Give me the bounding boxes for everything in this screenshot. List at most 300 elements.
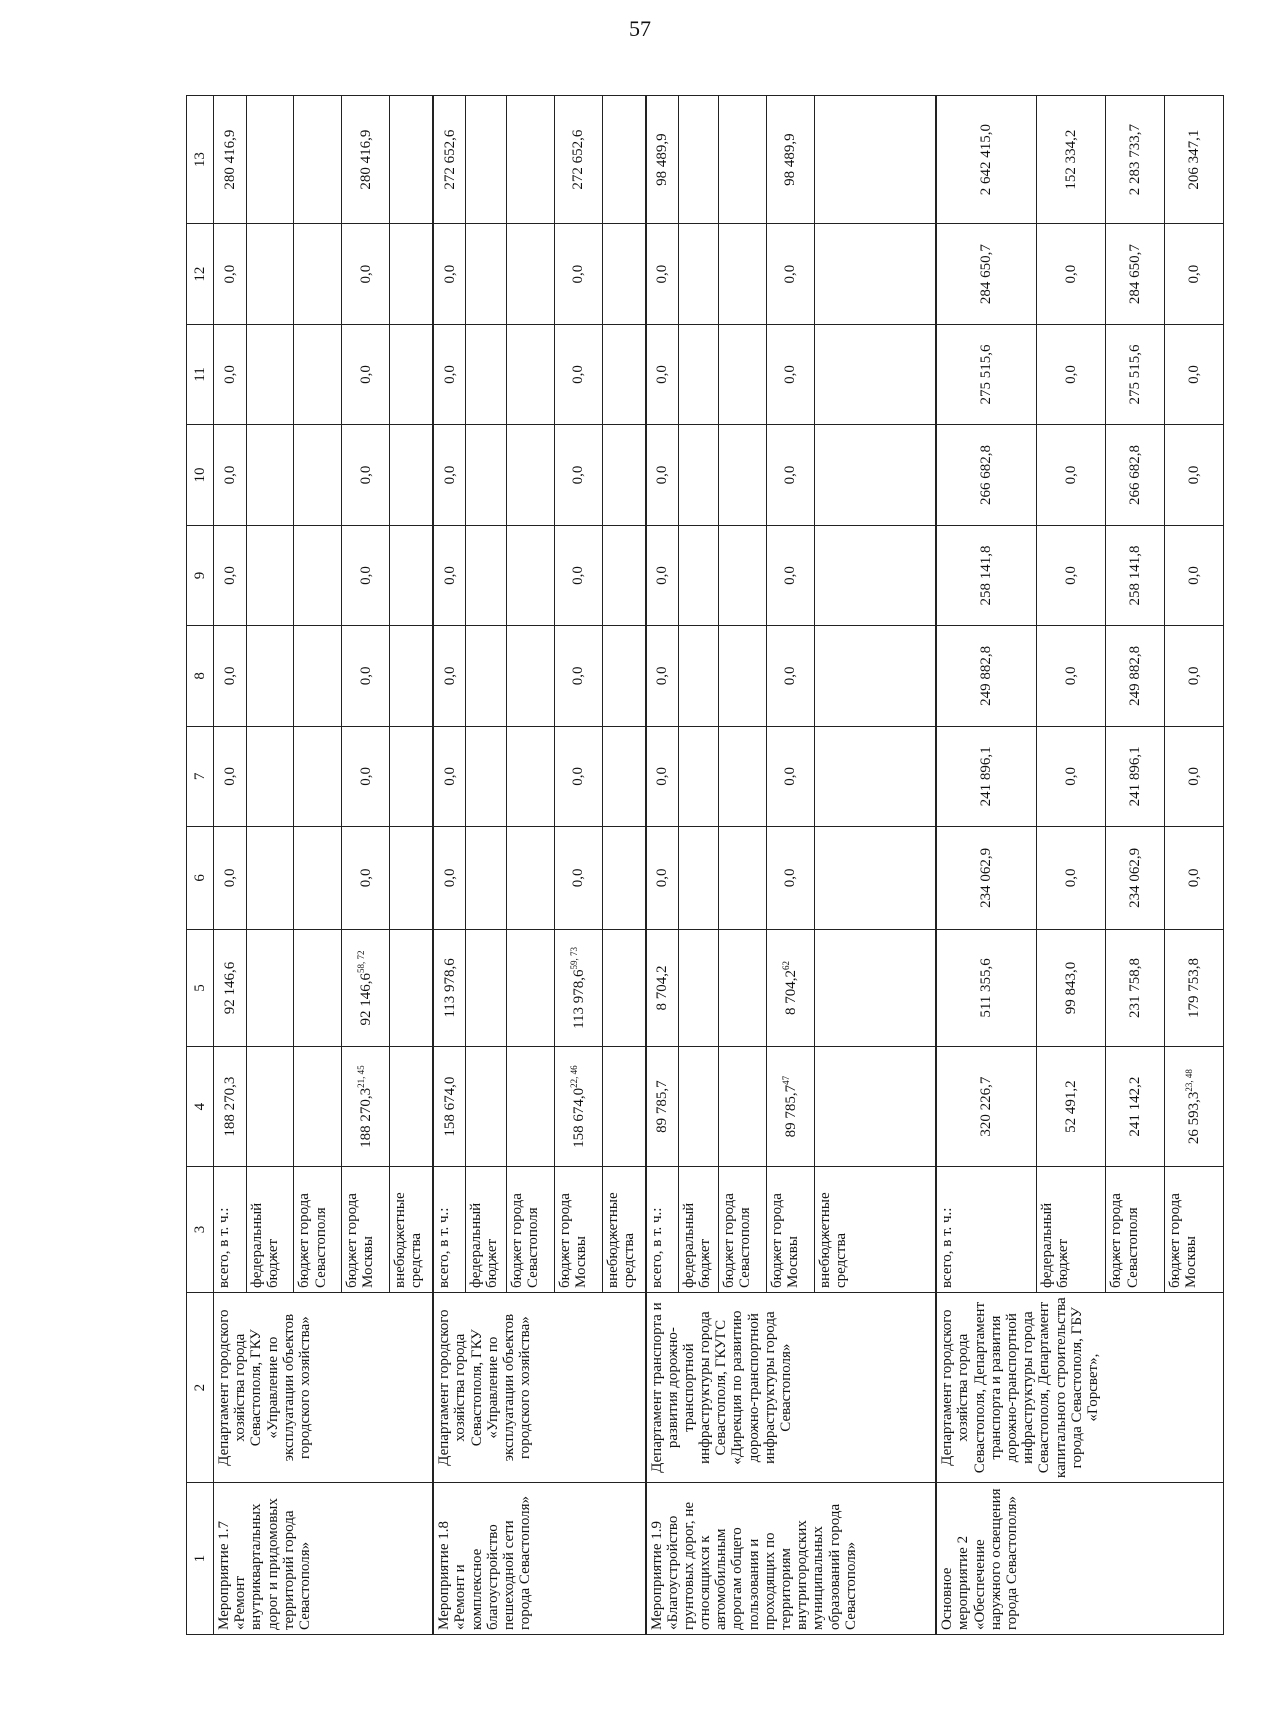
value-text: 0,0 xyxy=(221,666,238,686)
measure-name-cell: Мероприятие 1.9 «Благоустройство грунтовых дорог, не относящихся к автомобильным дорогам общего пользования и проходящих по территориям внутригородских муниципальных образований города Севастополя» xyxy=(646,1483,937,1635)
funding-source-cell: внебюджетные средства xyxy=(390,1166,433,1292)
value-cell xyxy=(466,626,507,726)
col-header-4: 4 xyxy=(187,1047,214,1167)
value-cell xyxy=(214,626,247,726)
value-cell xyxy=(767,324,815,424)
value-text: 0,0 xyxy=(654,365,670,384)
value-cell xyxy=(1036,224,1106,324)
value-cell xyxy=(214,726,247,826)
col-header-11: 11 xyxy=(187,324,214,424)
value-cell xyxy=(246,525,294,625)
value-text: 0,0 xyxy=(441,566,458,585)
value-cell xyxy=(602,827,645,930)
value-cell xyxy=(602,425,645,525)
value-cell xyxy=(646,827,679,930)
value-text: 0,0 xyxy=(441,766,458,786)
value-text: 266 682,8 xyxy=(1127,444,1144,505)
value-cell xyxy=(1036,324,1106,424)
value-cell xyxy=(294,324,342,424)
value-text: 511 355,6 xyxy=(978,958,995,1018)
value-cell xyxy=(246,726,294,826)
value-text: 249 882,8 xyxy=(1127,645,1144,706)
funding-source-cell: бюджет города Севастополя xyxy=(1106,1166,1165,1292)
value-cell xyxy=(936,525,1036,625)
value-text: 8 704,2 xyxy=(782,969,799,1015)
value-text: 0,0 xyxy=(1063,264,1080,284)
value-text: 0,0 xyxy=(357,264,374,284)
value-cell xyxy=(214,96,247,224)
value-cell xyxy=(433,827,466,930)
value-cell xyxy=(554,224,602,324)
value-cell xyxy=(767,525,815,625)
col-header-6: 6 xyxy=(187,827,214,930)
measure-name-cell: Мероприятие 1.8 «Ремонт и комплексное благоустройство пешеходной сети города Севастополя» xyxy=(433,1483,645,1635)
value-cell xyxy=(936,224,1036,324)
value-cell xyxy=(246,626,294,726)
value-cell xyxy=(342,726,390,826)
funding-source-cell: федеральный бюджет xyxy=(678,1166,719,1292)
value-cell xyxy=(506,1047,554,1167)
value-cell xyxy=(214,525,247,625)
executor-cell: Департамент транспорта и развития дорожно-транспортной инфраструктуры города Севастополя, ГКУГС «Дирекция по развитию дорожно-транспортной инфраструктуры города Севастополя» xyxy=(646,1293,937,1483)
value-cell xyxy=(554,1047,602,1167)
value-cell xyxy=(1165,827,1224,930)
value-cell xyxy=(214,224,247,324)
value-cell xyxy=(294,726,342,826)
funding-source-cell: федеральный бюджет xyxy=(246,1166,294,1292)
table-row xyxy=(214,96,247,1635)
funding-source-cell: бюджет города Москвы xyxy=(1165,1166,1224,1292)
value-cell xyxy=(936,827,1036,930)
value-cell xyxy=(246,1047,294,1167)
value-cell xyxy=(719,1047,767,1167)
value-text: 272 652,6 xyxy=(441,129,458,190)
value-text: 188 270,3 xyxy=(358,1087,375,1148)
value-text: 0,0 xyxy=(570,264,587,284)
value-text: 0,0 xyxy=(1063,766,1080,786)
value-text: 0,0 xyxy=(357,566,374,585)
value-text: 0,0 xyxy=(654,465,670,485)
value-cell xyxy=(1036,525,1106,625)
value-cell xyxy=(554,425,602,525)
value-cell xyxy=(294,827,342,930)
value-cell xyxy=(678,1047,719,1167)
value-text: 0,0 xyxy=(221,465,238,485)
value-cell xyxy=(1165,324,1224,424)
value-text: 158 674,0 xyxy=(441,1076,458,1137)
value-cell xyxy=(936,425,1036,525)
value-cell xyxy=(342,224,390,324)
column-header-row xyxy=(187,96,214,1635)
value-text: 258 141,8 xyxy=(1127,545,1144,606)
value-text: 206 347,1 xyxy=(1185,129,1202,190)
value-cell xyxy=(433,224,466,324)
value-cell xyxy=(719,827,767,930)
col-header-12: 12 xyxy=(187,224,214,324)
value-text: 284 650,7 xyxy=(978,244,995,305)
value-text: 0,0 xyxy=(570,868,587,888)
value-text: 0,0 xyxy=(782,868,799,888)
value-text: 241 896,1 xyxy=(978,746,995,807)
value-cell xyxy=(678,827,719,930)
value-text: 0,0 xyxy=(570,666,587,686)
value-cell xyxy=(554,96,602,224)
value-cell xyxy=(1106,324,1165,424)
value-cell xyxy=(1106,929,1165,1047)
value-text: 0,0 xyxy=(654,868,670,888)
value-cell xyxy=(390,726,433,826)
value-text: 0,0 xyxy=(357,766,374,786)
value-text: 0,0 xyxy=(221,566,238,585)
value-cell xyxy=(390,224,433,324)
funding-source-cell: всего, в т. ч.: xyxy=(433,1166,466,1292)
value-cell xyxy=(506,425,554,525)
value-cell xyxy=(214,425,247,525)
value-text: 249 882,8 xyxy=(978,645,995,706)
col-header-2: 2 xyxy=(187,1293,214,1483)
value-text: 0,0 xyxy=(782,365,799,384)
value-cell xyxy=(719,626,767,726)
funding-source-cell: бюджет города Москвы xyxy=(767,1166,815,1292)
value-cell xyxy=(433,425,466,525)
value-text: 0,0 xyxy=(782,566,799,585)
value-cell xyxy=(767,1047,815,1167)
value-cell xyxy=(466,827,507,930)
value-cell xyxy=(554,525,602,625)
value-text: 0,0 xyxy=(570,566,587,585)
value-text: 2 283 733,7 xyxy=(1127,124,1144,196)
value-cell xyxy=(554,626,602,726)
value-cell xyxy=(767,224,815,324)
value-cell xyxy=(466,726,507,826)
value-cell xyxy=(1036,827,1106,930)
value-cell xyxy=(678,525,719,625)
value-cell xyxy=(1106,96,1165,224)
value-cell xyxy=(1165,726,1224,826)
value-cell xyxy=(342,1047,390,1167)
value-cell xyxy=(646,324,679,424)
budget-table xyxy=(186,95,1224,1635)
value-text: 0,0 xyxy=(654,264,670,284)
executor-cell: Департамент городского хозяйства города Севастополя, ГКУ «Управление по эксплуатации объектов городского хозяйства» xyxy=(214,1293,434,1483)
value-cell xyxy=(390,96,433,224)
value-cell xyxy=(602,1047,645,1167)
value-cell xyxy=(936,726,1036,826)
value-cell xyxy=(246,827,294,930)
value-cell xyxy=(814,324,936,424)
value-cell xyxy=(390,425,433,525)
executor-cell: Департамент городского хозяйства города Севастополя, ГКУ «Управление по эксплуатации объектов городского хозяйства» xyxy=(433,1293,645,1483)
value-text: 92 146,6 xyxy=(221,961,238,1015)
value-text: 0,0 xyxy=(221,365,238,384)
footnote-reference: 23, 48 xyxy=(1184,1069,1195,1092)
funding-source-cell: федеральный бюджет xyxy=(466,1166,507,1292)
value-text: 0,0 xyxy=(570,465,587,485)
value-cell xyxy=(1106,224,1165,324)
funding-source-cell: бюджет города Севастополя xyxy=(719,1166,767,1292)
value-cell xyxy=(602,324,645,424)
value-text: 0,0 xyxy=(357,868,374,888)
value-text: 158 674,0 xyxy=(570,1087,587,1148)
value-cell xyxy=(719,324,767,424)
value-cell xyxy=(554,726,602,826)
funding-source-cell: всего, в т. ч.: xyxy=(646,1166,679,1292)
value-cell xyxy=(433,525,466,625)
value-cell xyxy=(294,525,342,625)
value-cell xyxy=(1036,96,1106,224)
value-text: 98 489,9 xyxy=(782,133,799,186)
col-header-7: 7 xyxy=(187,726,214,826)
value-text: 0,0 xyxy=(441,365,458,384)
value-cell xyxy=(1106,827,1165,930)
value-cell xyxy=(678,96,719,224)
footnote-reference: 62 xyxy=(780,960,791,970)
value-cell xyxy=(433,626,466,726)
footnote-reference: 47 xyxy=(780,1075,791,1085)
value-cell xyxy=(814,425,936,525)
col-header-8: 8 xyxy=(187,626,214,726)
page-number: 57 xyxy=(629,16,651,41)
value-cell xyxy=(390,827,433,930)
value-cell xyxy=(390,626,433,726)
value-text: 284 650,7 xyxy=(1127,244,1144,305)
value-cell xyxy=(678,929,719,1047)
value-text: 113 978,6 xyxy=(570,969,587,1029)
value-text: 113 978,6 xyxy=(441,958,458,1018)
value-text: 0,0 xyxy=(1063,666,1080,686)
value-cell xyxy=(433,96,466,224)
value-text: 98 489,9 xyxy=(654,133,670,186)
value-cell xyxy=(294,224,342,324)
value-cell xyxy=(466,525,507,625)
value-cell xyxy=(646,525,679,625)
value-cell xyxy=(342,425,390,525)
value-cell xyxy=(1165,224,1224,324)
value-text: 0,0 xyxy=(1185,566,1202,585)
value-text: 92 146,6 xyxy=(358,972,375,1026)
col-header-10: 10 xyxy=(187,425,214,525)
value-text: 0,0 xyxy=(570,365,587,384)
value-text: 275 515,6 xyxy=(978,344,995,405)
value-cell xyxy=(1165,929,1224,1047)
value-cell xyxy=(646,726,679,826)
value-cell xyxy=(1165,425,1224,525)
table-row xyxy=(936,96,1036,1635)
value-text: 0,0 xyxy=(1063,868,1080,888)
rotated-table-wrapper xyxy=(186,95,1224,1635)
value-cell xyxy=(1036,1047,1106,1167)
value-cell xyxy=(719,224,767,324)
value-cell xyxy=(294,425,342,525)
value-cell xyxy=(719,425,767,525)
value-cell xyxy=(1106,626,1165,726)
value-cell xyxy=(678,425,719,525)
value-cell xyxy=(602,929,645,1047)
value-cell xyxy=(936,929,1036,1047)
value-text: 188 270,3 xyxy=(221,1076,238,1137)
value-cell xyxy=(646,1047,679,1167)
footnote-reference: 59, 73 xyxy=(568,946,579,970)
value-cell xyxy=(646,929,679,1047)
value-cell xyxy=(1165,96,1224,224)
value-text: 0,0 xyxy=(1185,766,1202,786)
col-header-9: 9 xyxy=(187,525,214,625)
value-text: 320 226,7 xyxy=(978,1076,995,1137)
value-text: 0,0 xyxy=(782,264,799,284)
value-cell xyxy=(678,626,719,726)
value-cell xyxy=(1165,626,1224,726)
value-cell xyxy=(646,96,679,224)
value-cell xyxy=(466,1047,507,1167)
value-cell xyxy=(390,1047,433,1167)
value-cell xyxy=(246,929,294,1047)
value-cell xyxy=(433,1047,466,1167)
footnote-reference: 22, 46 xyxy=(568,1065,579,1088)
value-cell xyxy=(554,324,602,424)
value-cell xyxy=(554,827,602,930)
value-text: 0,0 xyxy=(1063,465,1080,485)
col-header-1: 1 xyxy=(187,1483,214,1635)
value-cell xyxy=(936,324,1036,424)
value-text: 0,0 xyxy=(441,868,458,888)
executor-cell: Департамент городского хозяйства города Севастополя, Департамент транспорта и развития дорожно-транспортной инфраструктуры города Севастополя, Департамент капитального строительства города Севастополя, ГБУ «Горсвет», xyxy=(936,1293,1223,1483)
value-cell xyxy=(214,929,247,1047)
value-cell xyxy=(294,626,342,726)
value-cell xyxy=(433,929,466,1047)
funding-source-cell: бюджет города Севастополя xyxy=(506,1166,554,1292)
value-text: 89 785,7 xyxy=(654,1080,670,1133)
value-text: 179 753,8 xyxy=(1185,957,1202,1018)
value-cell xyxy=(646,224,679,324)
value-cell xyxy=(1165,1047,1224,1167)
value-cell xyxy=(294,929,342,1047)
value-cell xyxy=(814,224,936,324)
value-text: 0,0 xyxy=(441,264,458,284)
value-cell xyxy=(506,626,554,726)
value-text: 272 652,6 xyxy=(570,129,587,190)
funding-source-cell: бюджет города Севастополя xyxy=(294,1166,342,1292)
value-cell xyxy=(466,96,507,224)
value-cell xyxy=(767,425,815,525)
value-text: 0,0 xyxy=(221,766,238,786)
value-cell xyxy=(342,525,390,625)
value-cell xyxy=(246,96,294,224)
value-cell xyxy=(936,1047,1036,1167)
col-header-13: 13 xyxy=(187,96,214,224)
value-text: 241 142,2 xyxy=(1127,1076,1144,1137)
value-text: 26 593,3 xyxy=(1186,1091,1203,1145)
value-cell xyxy=(719,96,767,224)
value-cell xyxy=(214,827,247,930)
value-text: 0,0 xyxy=(221,868,238,888)
value-text: 280 416,9 xyxy=(221,129,238,190)
value-text: 0,0 xyxy=(654,566,670,585)
footnote-reference: 58, 72 xyxy=(356,950,367,973)
value-cell xyxy=(466,929,507,1047)
value-text: 0,0 xyxy=(1185,868,1202,888)
value-text: 0,0 xyxy=(1185,666,1202,686)
value-cell xyxy=(1036,726,1106,826)
value-cell xyxy=(466,224,507,324)
value-cell xyxy=(602,525,645,625)
value-cell xyxy=(433,726,466,826)
value-cell xyxy=(506,525,554,625)
value-cell xyxy=(506,827,554,930)
value-cell xyxy=(678,726,719,826)
value-text: 0,0 xyxy=(1185,264,1202,284)
value-text: 0,0 xyxy=(782,465,799,485)
table-row xyxy=(433,96,466,1635)
value-cell xyxy=(506,224,554,324)
value-cell xyxy=(814,1047,936,1167)
footnote-reference: 21, 45 xyxy=(356,1065,367,1088)
value-text: 231 758,8 xyxy=(1127,957,1144,1018)
value-text: 0,0 xyxy=(782,766,799,786)
value-cell xyxy=(767,96,815,224)
measure-name-cell: Мероприятие 1.7 «Ремонт внутриквартальных дорог и придомовых территорий города Севастополя» xyxy=(214,1483,434,1635)
value-text: 52 491,2 xyxy=(1063,1080,1080,1133)
value-cell xyxy=(246,425,294,525)
value-cell xyxy=(678,324,719,424)
value-cell xyxy=(814,626,936,726)
value-cell xyxy=(814,929,936,1047)
value-cell xyxy=(719,726,767,826)
value-text: 0,0 xyxy=(1063,365,1080,384)
value-cell xyxy=(678,224,719,324)
value-cell xyxy=(390,929,433,1047)
value-cell xyxy=(506,929,554,1047)
value-cell xyxy=(506,726,554,826)
funding-source-cell: всего, в т. ч.: xyxy=(936,1166,1036,1292)
value-text: 0,0 xyxy=(441,666,458,686)
value-cell xyxy=(1165,525,1224,625)
value-text: 0,0 xyxy=(1185,465,1202,485)
value-cell xyxy=(294,1047,342,1167)
value-cell xyxy=(466,324,507,424)
value-cell xyxy=(767,929,815,1047)
value-text: 0,0 xyxy=(357,465,374,485)
value-text: 0,0 xyxy=(221,264,238,284)
value-cell xyxy=(719,929,767,1047)
value-cell xyxy=(390,324,433,424)
value-text: 280 416,9 xyxy=(357,129,374,190)
value-cell xyxy=(1036,929,1106,1047)
value-cell xyxy=(646,425,679,525)
value-text: 152 334,2 xyxy=(1063,129,1080,190)
value-cell xyxy=(814,827,936,930)
value-cell xyxy=(1036,626,1106,726)
measure-name-cell: Основное мероприятие 2 «Обеспечение наружного освещения города Севастополя» xyxy=(936,1483,1223,1635)
value-text: 0,0 xyxy=(357,365,374,384)
funding-source-cell: внебюджетные средства xyxy=(814,1166,936,1292)
value-cell xyxy=(506,96,554,224)
value-cell xyxy=(814,96,936,224)
value-cell xyxy=(936,626,1036,726)
value-cell xyxy=(342,827,390,930)
value-cell xyxy=(342,96,390,224)
value-cell xyxy=(602,726,645,826)
value-cell xyxy=(602,626,645,726)
value-cell xyxy=(646,626,679,726)
value-text: 0,0 xyxy=(654,766,670,786)
funding-source-cell: внебюджетные средства xyxy=(602,1166,645,1292)
value-cell xyxy=(1036,425,1106,525)
value-cell xyxy=(1106,726,1165,826)
value-cell xyxy=(814,726,936,826)
value-text: 234 062,9 xyxy=(1127,847,1144,908)
value-text: 0,0 xyxy=(441,465,458,485)
value-cell xyxy=(342,929,390,1047)
